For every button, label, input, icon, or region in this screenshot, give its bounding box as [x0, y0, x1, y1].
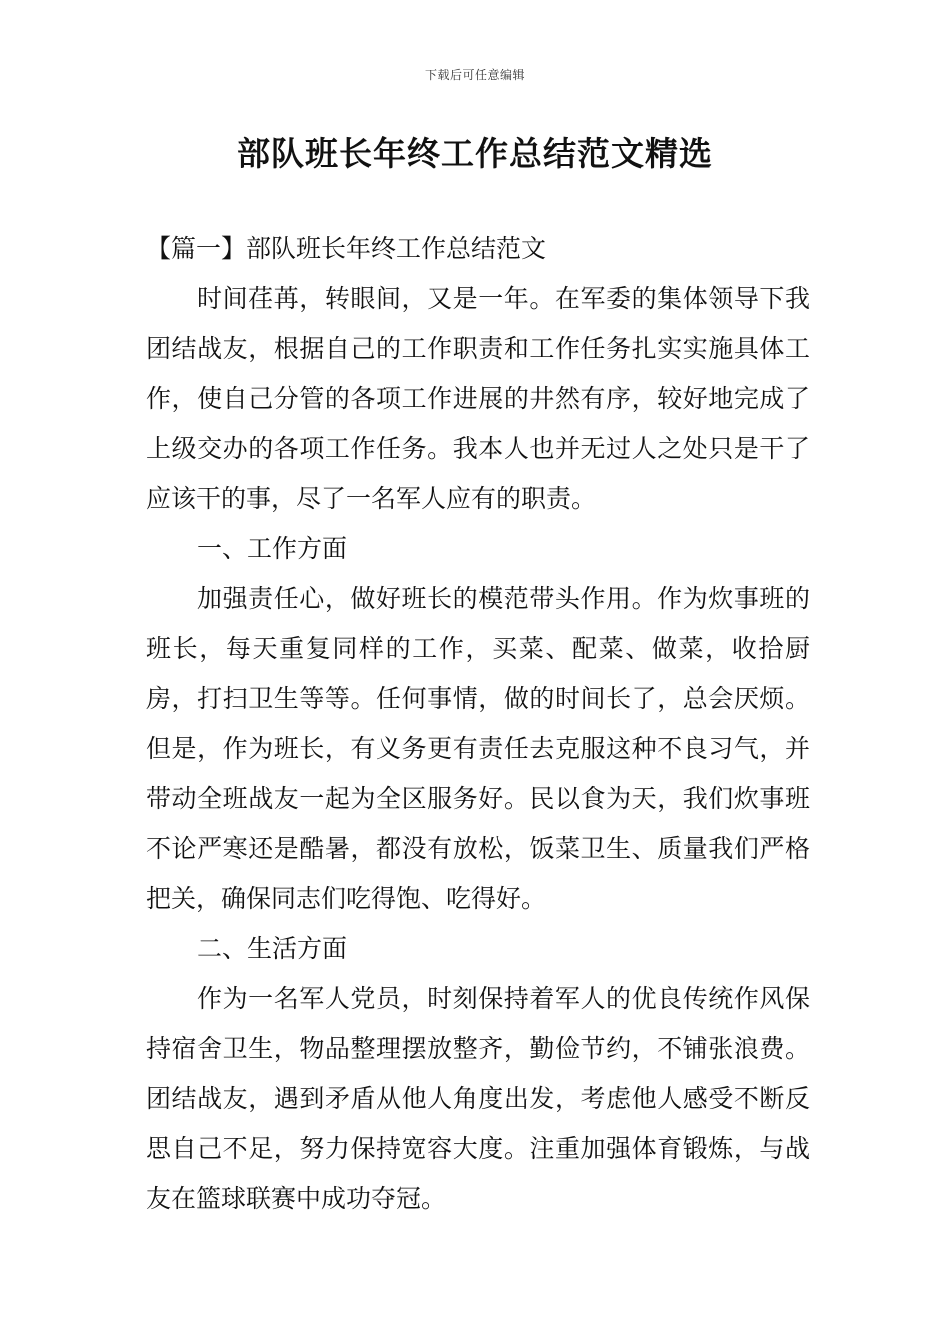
- paragraph-intro: 时间荏苒，转眼间，又是一年。在军委的集体领导下我团结战友，根据自己的工作职责和工作任务扎实实施具体工作，使自己分管的各项工作进展的井然有序，较好地完成了上级交办的各项工作任务。我本人也并无过人之处只是干了应该干的事，尽了一名军人应有的职责。: [146, 284, 810, 513]
- subheading-life: 二、生活方面: [197, 934, 348, 963]
- paragraph-work: 加强责任心，做好班长的模范带头作用。作为炊事班的班长，每天重复同样的工作，买菜、配菜、做菜，收拾厨房，打扫卫生等等。任何事情，做的时间长了，总会厌烦。但是，作为班长，有义务更有责任去克服这种不良习气，并带动全班战友一起为全区服务好。民以食为天，我们炊事班不论严寒还是酷暑，都没有放松，饭菜卫生、质量我们严格把关，确保同志们吃得饱、吃得好。: [146, 584, 810, 913]
- document-body: [146, 224, 810, 1224]
- header-note: 下载后可任意编辑: [424, 68, 525, 82]
- page-title: 部队班长年终工作总结范文精选: [237, 134, 713, 173]
- paragraph-life: 作为一名军人党员，时刻保持着军人的优良传统作风保持宿舍卫生，物品整理摆放整齐，勤俭节约，不铺张浪费。团结战友，遇到矛盾从他人角度出发，考虑他人感受不断反思自己不足，努力保持宽容大度。注重加强体育锻炼，与战友在篮球联赛中成功夺冠。: [146, 984, 810, 1213]
- subheading-work: 一、工作方面: [197, 534, 348, 563]
- section-heading: 【篇一】部队班长年终工作总结范文: [146, 234, 547, 263]
